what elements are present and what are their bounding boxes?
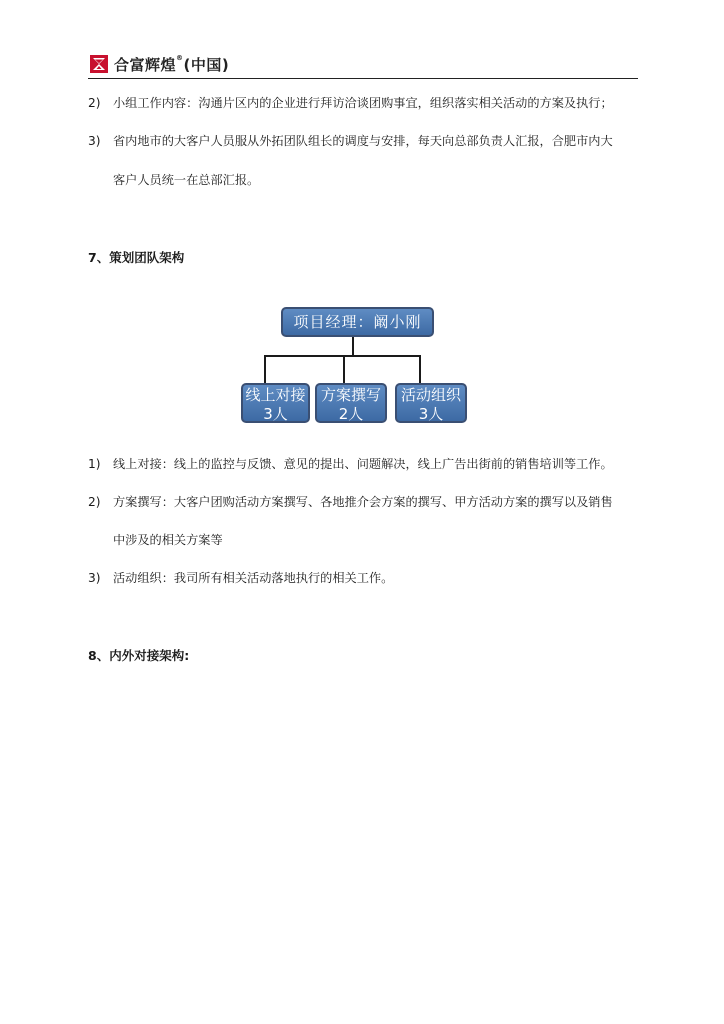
org-connector <box>264 355 420 357</box>
org-box-online: 线上对接 3人 <box>241 383 310 423</box>
org-connector <box>352 337 354 357</box>
org-box-proposal: 方案撰写 2人 <box>315 383 387 423</box>
list-item-continuation: 中涉及的相关方案等 <box>113 533 223 547</box>
org-connector <box>419 355 421 383</box>
org-connector <box>343 355 345 383</box>
section-heading-7: 7、策划团队架构 <box>88 250 185 265</box>
org-box-events: 活动组织 3人 <box>395 383 467 423</box>
page-header <box>88 52 638 79</box>
section-heading-8: 8、内外对接架构: <box>88 648 190 663</box>
org-box-manager: 项目经理：阚小刚 <box>281 307 434 337</box>
list-item-continuation: 客户人员统一在总部汇报。 <box>113 173 260 187</box>
hourglass-logo-icon <box>90 55 108 73</box>
brand-name: 合富辉煌®(中国) <box>114 54 230 74</box>
org-connector <box>264 355 266 383</box>
